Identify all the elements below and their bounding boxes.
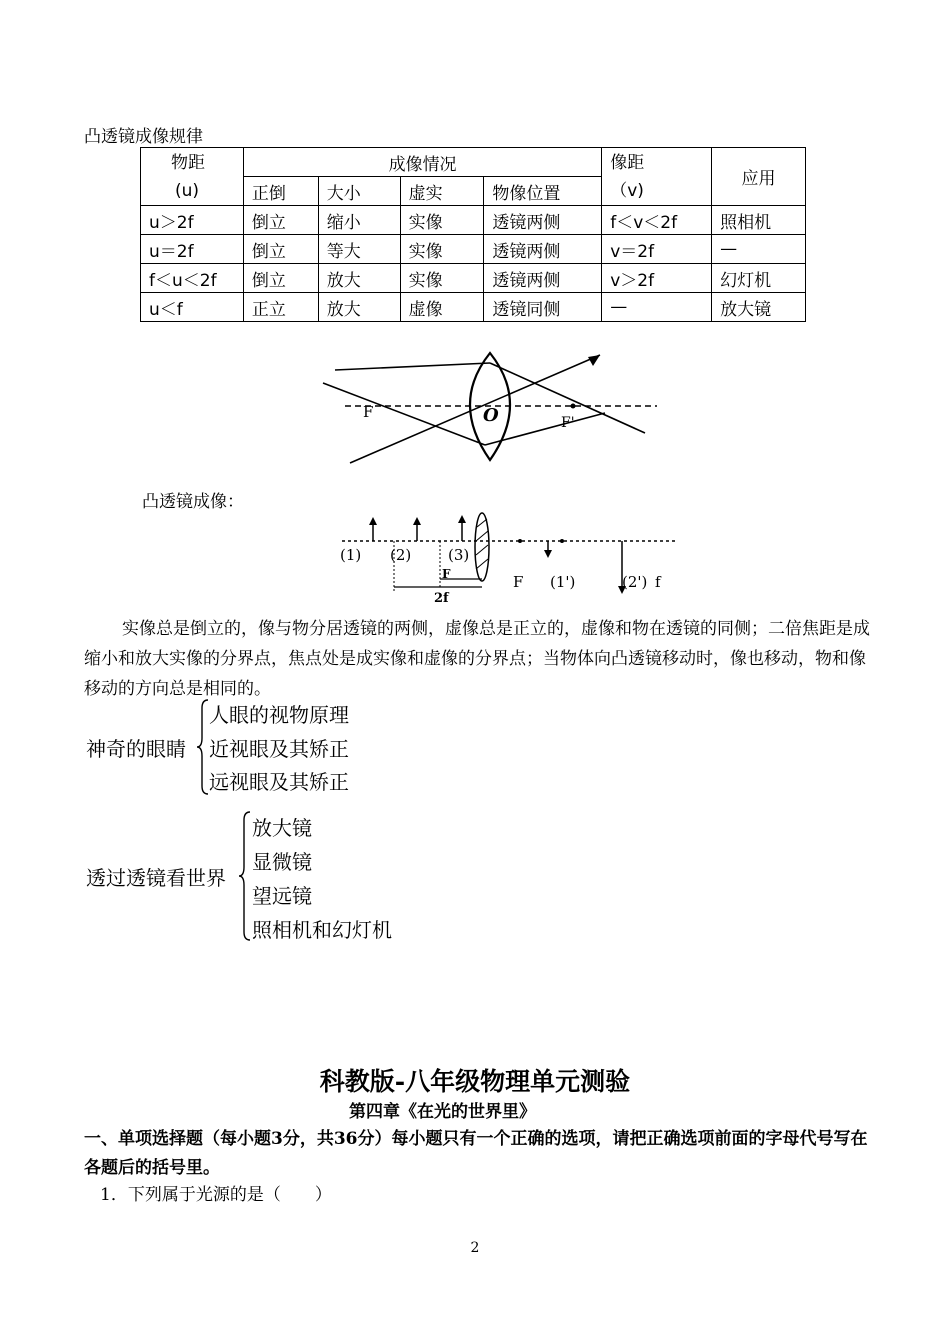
table-cell: 倒立 xyxy=(243,206,318,235)
table-cell: — xyxy=(602,293,712,322)
ray-2-out xyxy=(485,413,605,445)
axis-point xyxy=(518,539,522,543)
lenses-world-item-4: 照相机和幻灯机 xyxy=(252,918,392,942)
header-image-distance-unit: （v) xyxy=(610,180,644,201)
imaging-caption: 凸透镜成像： xyxy=(142,492,244,512)
label-focal-length: F xyxy=(442,567,451,581)
label-position-2: (2) xyxy=(390,546,412,564)
header-imaging: 成像情况 xyxy=(243,148,601,177)
lenses-world-item-3: 望远镜 xyxy=(252,884,312,908)
table-cell: 实像 xyxy=(400,235,484,264)
object-arrow-3-head xyxy=(458,515,466,523)
table-row xyxy=(141,206,806,235)
table-cell: 放大 xyxy=(318,293,400,322)
table-cell: 放大镜 xyxy=(712,293,806,322)
header-object-distance-label: 物距 xyxy=(171,152,205,173)
table-cell: — xyxy=(712,235,806,264)
object-arrow-1-head xyxy=(369,517,377,525)
table-cell: 透镜两侧 xyxy=(484,206,602,235)
table-cell: 幻灯机 xyxy=(712,264,806,293)
table-cell: 倒立 xyxy=(243,264,318,293)
eyes-item-1: 人眼的视物原理 xyxy=(209,703,349,727)
header-object-distance xyxy=(141,148,244,206)
header-application: 应用 xyxy=(712,148,806,206)
table-cell: f＜u＜2f xyxy=(141,264,244,293)
axis-point xyxy=(560,539,564,543)
object-arrow-2-head xyxy=(413,517,421,525)
table-cell: u＞2f xyxy=(141,206,244,235)
table-cell: 缩小 xyxy=(318,206,400,235)
table-header-row xyxy=(141,148,806,177)
label-focus: F xyxy=(513,573,524,591)
header-size: 大小 xyxy=(318,177,400,206)
label-f-left: F xyxy=(363,403,374,421)
lens-hatch xyxy=(477,519,487,527)
brace-icon xyxy=(196,698,210,796)
eyes-item-3: 远视眼及其矫正 xyxy=(209,770,349,794)
table-cell: 正立 xyxy=(243,293,318,322)
table-row xyxy=(141,235,806,264)
table-cell: 透镜同侧 xyxy=(484,293,602,322)
lenses-world-item-1: 放大镜 xyxy=(252,816,312,840)
focus-point-right xyxy=(571,404,576,409)
question-1: 1．下列属于光源的是（ ） xyxy=(100,1185,332,1205)
label-image-2: (2') xyxy=(622,573,648,591)
summary-paragraph: 实像总是倒立的，像与物分居透镜的两侧，虚像总是正立的，虚像和物在透镜的同侧；二倍焦距是成缩小和放大实像的分界点，焦点处是成实像和虚像的分界点；当物体向凸透镜移动时，像也移动，物和像移动的方向总是相同的。 xyxy=(84,619,870,699)
eyes-item-2: 近视眼及其矫正 xyxy=(209,737,349,761)
label-f-right: F' xyxy=(561,415,575,431)
header-image-distance xyxy=(602,148,712,206)
ray-3-arrowhead xyxy=(588,355,600,366)
brace-icon xyxy=(238,810,252,942)
imaging-diagram xyxy=(330,505,685,605)
label-image-1: (1') xyxy=(550,573,576,591)
header-image-distance-label: 像距 xyxy=(610,152,645,173)
eyes-label: 神奇的眼睛 xyxy=(86,737,186,761)
label-center: O xyxy=(483,405,499,426)
table-cell: f＜v＜2f xyxy=(602,206,712,235)
table-cell: 虚像 xyxy=(400,293,484,322)
table-row xyxy=(141,293,806,322)
label-position-3: (3) xyxy=(448,546,470,564)
header-orientation: 正倒 xyxy=(243,177,318,206)
page-number: 2 xyxy=(470,1240,480,1256)
table-row xyxy=(141,264,806,293)
label-position-1: (1) xyxy=(340,546,362,564)
lens-hatch xyxy=(476,559,488,569)
table-cell: v＝2f xyxy=(602,235,712,264)
lens-hatch xyxy=(476,545,488,555)
table-cell: u＜f xyxy=(141,293,244,322)
image-arrow-1-head xyxy=(544,550,552,558)
section-heading: 一、单项选择题（每小题3分，共36分）每小题只有一个正确的选项，请把正确选项前面的字母代号写在各题后的括号里。 xyxy=(84,1129,868,1178)
table-cell: 放大 xyxy=(318,264,400,293)
ray-1-in xyxy=(335,363,490,370)
table-cell: 透镜两侧 xyxy=(484,264,602,293)
convex-lens-ray-diagram xyxy=(315,345,665,470)
lenses-world-item-2: 显微镜 xyxy=(252,850,312,874)
table-cell: 实像 xyxy=(400,264,484,293)
table-cell: 等大 xyxy=(318,235,400,264)
table-cell: 照相机 xyxy=(712,206,806,235)
lens-rules-table xyxy=(140,147,806,322)
header-position: 物像位置 xyxy=(484,177,602,206)
label-double-focal: 2f xyxy=(434,591,449,605)
label-f: f xyxy=(655,573,661,591)
table-cell: 倒立 xyxy=(243,235,318,264)
table-cell: u＝2f xyxy=(141,235,244,264)
lens-rules-title: 凸透镜成像规律 xyxy=(84,127,203,147)
test-title: 科教版-八年级物理单元测验 xyxy=(319,1067,631,1096)
ray-2-in xyxy=(323,383,485,445)
table-cell: 透镜两侧 xyxy=(484,235,602,264)
lenses-world-label: 透过透镜看世界 xyxy=(86,866,226,890)
table-cell: v＞2f xyxy=(602,264,712,293)
header-object-distance-unit: (u) xyxy=(175,180,200,201)
ray-3 xyxy=(350,355,600,463)
table-cell: 实像 xyxy=(400,206,484,235)
header-real-virtual: 虚实 xyxy=(400,177,484,206)
lens-hatch xyxy=(476,531,488,541)
test-subtitle: 第四章《在光的世界里》 xyxy=(349,1102,536,1122)
